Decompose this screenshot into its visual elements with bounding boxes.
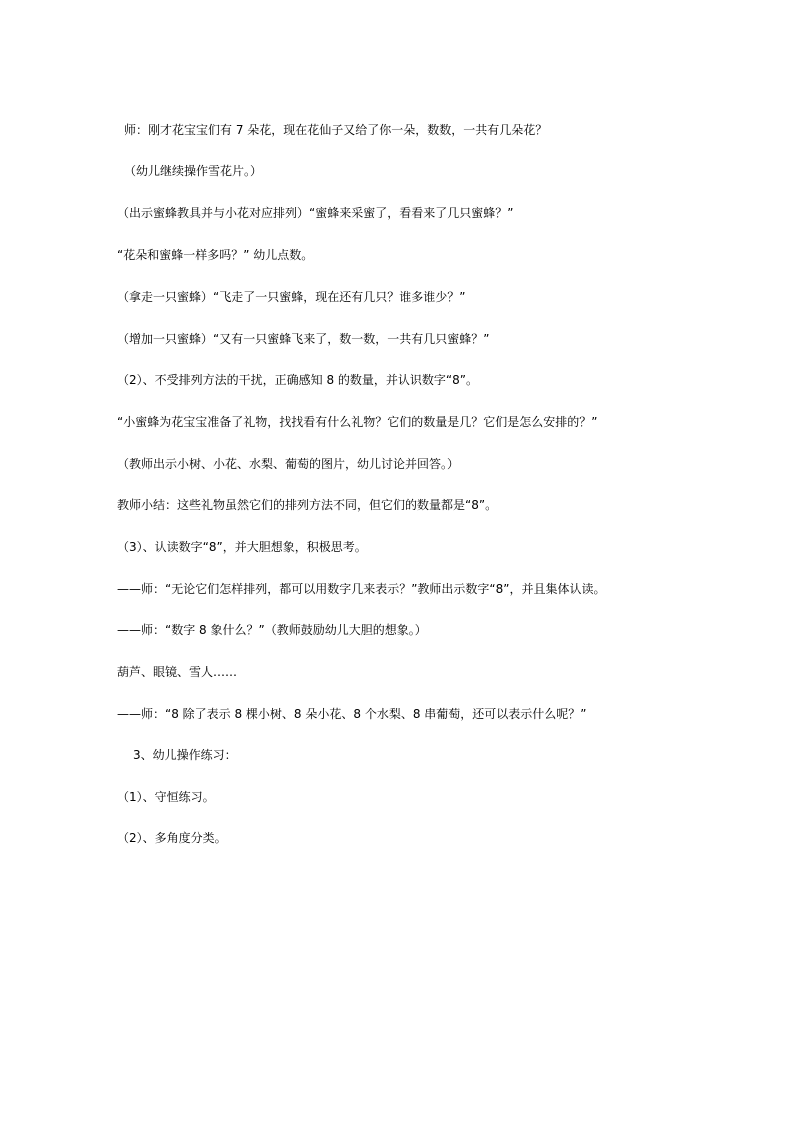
text-line: ——师：“无论它们怎样排列，都可以用数字几来表示？”教师出示数字“8”，并且集体认读。 xyxy=(117,582,606,596)
text-line: 师：刚才花宝宝们有 7 朵花，现在花仙子又给了你一朵，数数，一共有几朵花？ xyxy=(124,123,548,137)
text-line: 3、幼儿操作练习： xyxy=(133,748,237,762)
text-line: （出示蜜蜂教具并与小花对应排列）“蜜蜂来采蜜了，看看来了几只蜜蜂？” xyxy=(117,206,514,220)
text-line: “花朵和蜜蜂一样多吗？” 幼儿点数。 xyxy=(117,248,314,262)
text-line: （教师出示小树、小花、水梨、葡萄的图片，幼儿讨论并回答。） xyxy=(117,457,460,471)
text-line: （增加一只蜜蜂）“又有一只蜜蜂飞来了，数一数，一共有几只蜜蜂？” xyxy=(117,332,490,346)
text-line: ——师：“8 除了表示 8 棵小树、8 朵小花、8 个水梨、8 串葡萄，还可以表示什么呢？” xyxy=(117,707,587,721)
text-line: （2）、不受排列方法的干扰，正确感知 8 的数量，并认识数字“8”。 xyxy=(117,373,478,387)
text-line: （1）、守恒练习。 xyxy=(117,790,215,804)
text-line: （拿走一只蜜蜂）“飞走了一只蜜蜂，现在还有几只？谁多谁少？” xyxy=(117,290,466,304)
text-line: ——师：“数字 8 象什么？”（教师鼓励幼儿大胆的想象。） xyxy=(117,623,427,637)
text-line: （3）、认读数字“8”，并大胆想象，积极思考。 xyxy=(117,540,367,554)
text-line: 教师小结：这些礼物虽然它们的排列方法不同，但它们的数量都是“8”。 xyxy=(117,498,498,512)
text-line: （幼儿继续操作雪花片。） xyxy=(124,164,263,178)
text-line: “小蜜蜂为花宝宝准备了礼物，找找看有什么礼物？它们的数量是几？它们是怎么安排的？” xyxy=(117,415,598,429)
text-line: （2）、多角度分类。 xyxy=(117,831,227,845)
text-line: 葫芦、眼镜、雪人…… xyxy=(117,665,238,679)
